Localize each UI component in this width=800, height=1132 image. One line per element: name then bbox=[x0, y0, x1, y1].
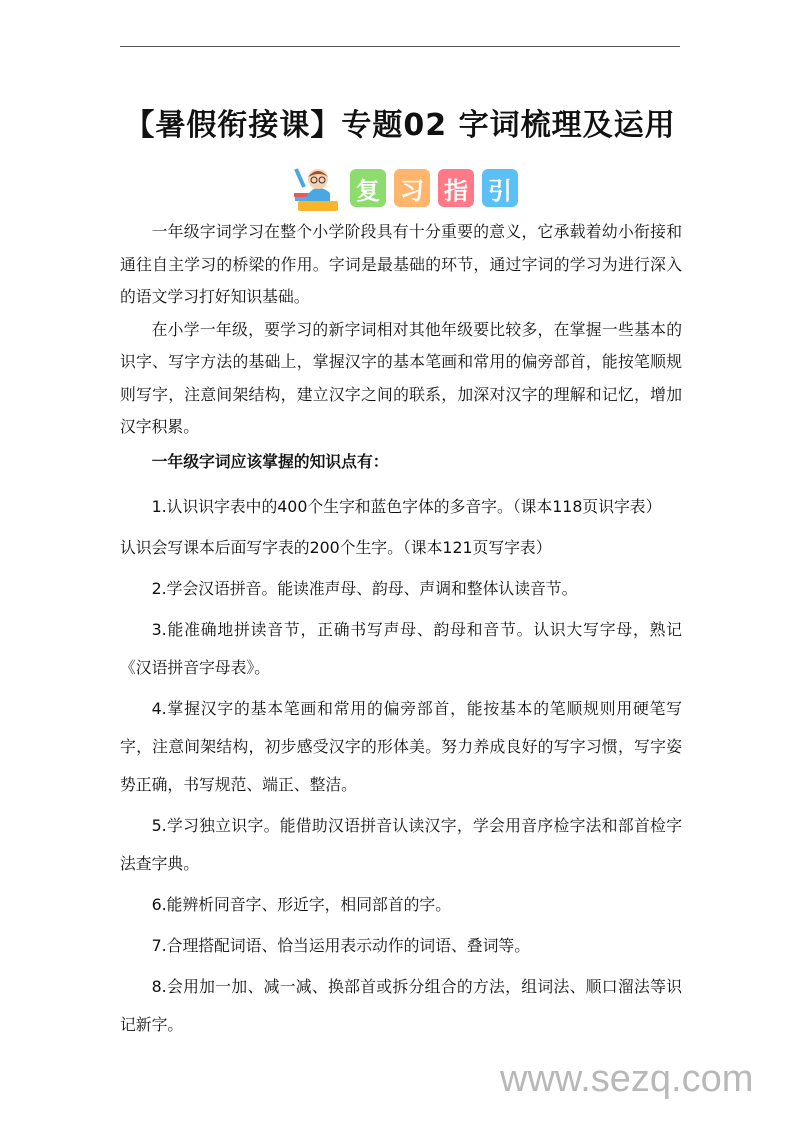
list-item: 1.认识识字表中的400个生字和蓝色字体的多音字。（课本118页识字表） bbox=[151, 497, 662, 516]
student-illustration-icon bbox=[290, 163, 342, 213]
review-guide-banner bbox=[290, 163, 518, 213]
list-item: 7.合理搭配词语、恰当运用表示动作的词语、叠词等。 bbox=[151, 936, 530, 955]
badge-yin: 引 bbox=[482, 169, 518, 207]
header-rule bbox=[120, 46, 680, 47]
list-item: 2.学会汉语拼音。能读准声母、韵母、声调和整体认读音节。 bbox=[151, 579, 578, 598]
list-item: 5.学习独立识字。能借助汉语拼音认读汉字，学会用音序检字法和部首检字法查字典。 bbox=[120, 816, 682, 873]
intro-paragraph: 一年级字词学习在整个小学阶段具有十分重要的意义，它承载着幼小衔接和通往自主学习的桥梁的作用。字词是最基础的环节，通过字词的学习为进行深入的语文学习打好知识基础。 bbox=[120, 222, 682, 306]
list-item: 8.会用加一加、减一减、换部首或拆分组合的方法，组词法、顺口溜法等识记新字。 bbox=[120, 977, 682, 1034]
intro-paragraph: 在小学一年级，要学习的新字词相对其他年级要比较多，在掌握一些基本的识字、写字方法的基础上，掌握汉字的基本笔画和常用的偏旁部首，能按笔顺规则写字，注意间架结构，建立汉字之间的联系，加深对汉字的理解和记忆，增加汉字积累。 bbox=[120, 319, 682, 436]
badge-xi: 习 bbox=[394, 169, 430, 207]
document-body bbox=[120, 216, 682, 1047]
watermark: www.sezq.com bbox=[500, 1058, 754, 1100]
list-item: 6.能辨析同音字、形近字，相同部首的字。 bbox=[151, 895, 452, 914]
section-heading: 一年级字词应该掌握的知识点有： bbox=[151, 451, 389, 471]
page-title: 【暑假衔接课】专题02 字词梳理及运用 bbox=[124, 108, 676, 143]
list-item: 认识会写课本后面写字表的200个生字。（课本121页写字表） bbox=[120, 538, 552, 557]
knowledge-list bbox=[120, 488, 682, 1044]
badge-zhi: 指 bbox=[438, 169, 474, 207]
list-item: 3.能准确地拼读音节，正确书写声母、韵母和音节。认识大写字母，熟记《汉语拼音字母表》。 bbox=[120, 620, 682, 677]
list-item: 4.掌握汉字的基本笔画和常用的偏旁部首，能按基本的笔顺规则用硬笔写字，注意间架结构，初步感受汉字的形体美。努力养成良好的写字习惯，写字姿势正确，书写规范、端正、整洁。 bbox=[120, 699, 682, 794]
badge-fu: 复 bbox=[350, 169, 386, 207]
